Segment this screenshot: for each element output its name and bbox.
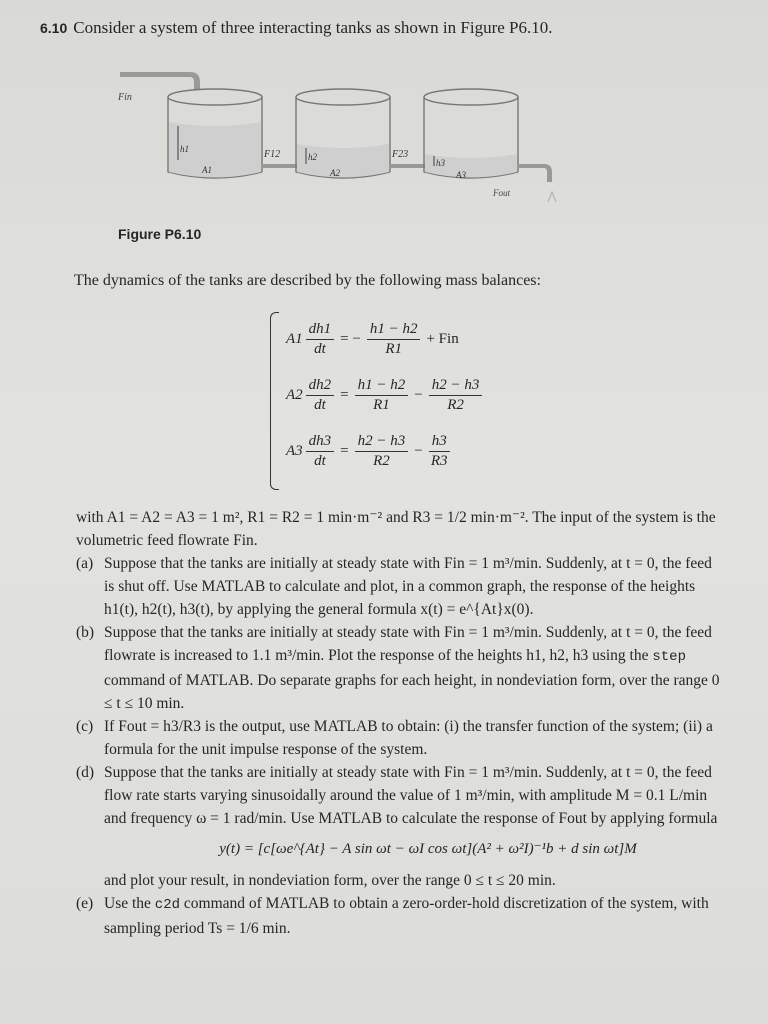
part-a: (a) Suppose that the tanks are initially at steady state with Fin = 1 m³/min. Suddenly, at t = 0, the feed is shut off. Use MATLAB to calculate and plot, in a common graph, the response of the heights h1(t), h2(t), h3(t), by applying the general formula x(t) = e^{At}x(0). — [76, 555, 712, 618]
intro-text: The dynamics of the tanks are described by the following mass balances: — [74, 272, 541, 289]
step-command: step — [652, 649, 686, 665]
f12-label: F12 — [264, 149, 281, 160]
feed-pipe-elbow — [190, 72, 200, 90]
part-b: (b) Suppose that the tanks are initially at steady state with Fin = 1 m³/min. Suddenly, at t = 0, the feed flowrate is increased to 1.1 m³/min. Plot the response of the heights h1, h2, h3 using the step command of MATLAB. Do separate graphs for each height, in nondeviation form, over the range 0 ≤ t ≤ 10 min. — [76, 624, 720, 712]
fout-label: Fout — [493, 188, 510, 198]
pipe-1-2 — [262, 164, 298, 168]
sinusoidal-response-formula: y(t) = [c[ωe^{At} − A sin ωt − ωI cos ωt](A² + ω²I)⁻¹b + d sin ωt]M — [219, 841, 637, 857]
figure-caption: Figure P6.10 — [118, 226, 202, 242]
h2-label: h2 — [308, 152, 317, 162]
equation-2: A2 $\frac{dh2}{dt}$ = $\frac{h1 - h2}{R1}$ − $\frac{h2 - h3}{R2}$ — [286, 378, 485, 413]
a1-label: A1 — [202, 165, 212, 175]
h1-label: h1 — [180, 144, 189, 154]
mass-balance-equations — [270, 312, 500, 488]
part-c: (c) If Fout = h3/R3 is the output, use MATLAB to obtain: (i) the transfer function of the system; (ii) a formula for the unit impulse response of the system. — [76, 718, 713, 758]
problem-header — [40, 18, 552, 38]
f23-label: F23 — [392, 149, 409, 160]
part-d: (d) Suppose that the tanks are initially at steady state with Fin = 1 m³/min. Suddenly, at t = 0, the feed flow rate starts varying sinusoidally around the value of 1 m³/min, with amplitude M = 0.1 L/min and frequency ω = 1 rad/min. Use MATLAB to calculate the response of Fout by applying formula y(t) = [c[ωe^{At} − A sin ωt − ωI cos ωt](A² + ω²I)⁻¹b + d sin ωt]M and plot your result, in nondeviation form, over the range 0 ≤ t ≤ 20 min. — [76, 761, 722, 892]
outlet-elbow — [544, 164, 552, 182]
h3-label: h3 — [436, 158, 445, 168]
pipe-2-3 — [390, 164, 426, 168]
problem-body — [76, 506, 722, 940]
equation-3: A3 $\frac{dh3}{dt}$ = $\frac{h2 - h3}{R2}$ − $\frac{h3}{R3}$ — [286, 434, 453, 469]
parameters-text: with A1 = A2 = A3 = 1 m², R1 = R2 = 1 min·m⁻² and R3 = 1/2 min·m⁻². The input of the system is the volumetric feed flowrate Fin. — [76, 509, 716, 549]
c2d-command: c2d — [154, 897, 181, 913]
feed-pipe — [120, 72, 190, 77]
problem-statement: Consider a system of three interacting tanks as shown in Figure P6.10. — [73, 18, 553, 37]
a2-label: A2 — [330, 168, 340, 178]
outlet-pipe — [518, 164, 544, 168]
part-e: (e) Use the c2d command of MATLAB to obtain a zero-order-hold discretization of the system, with sampling period Ts = 1/6 min. — [76, 895, 709, 937]
equation-1: A1 $\frac{dh1}{dt}$ = − $\frac{h1 - h2}{R1}$ + Fin — [286, 321, 459, 357]
tank-figure — [100, 60, 570, 220]
problem-number: 6.10 — [40, 20, 68, 36]
left-brace — [270, 312, 279, 490]
a3-label: A3 — [456, 170, 466, 180]
fin-label: Fin — [118, 92, 132, 103]
